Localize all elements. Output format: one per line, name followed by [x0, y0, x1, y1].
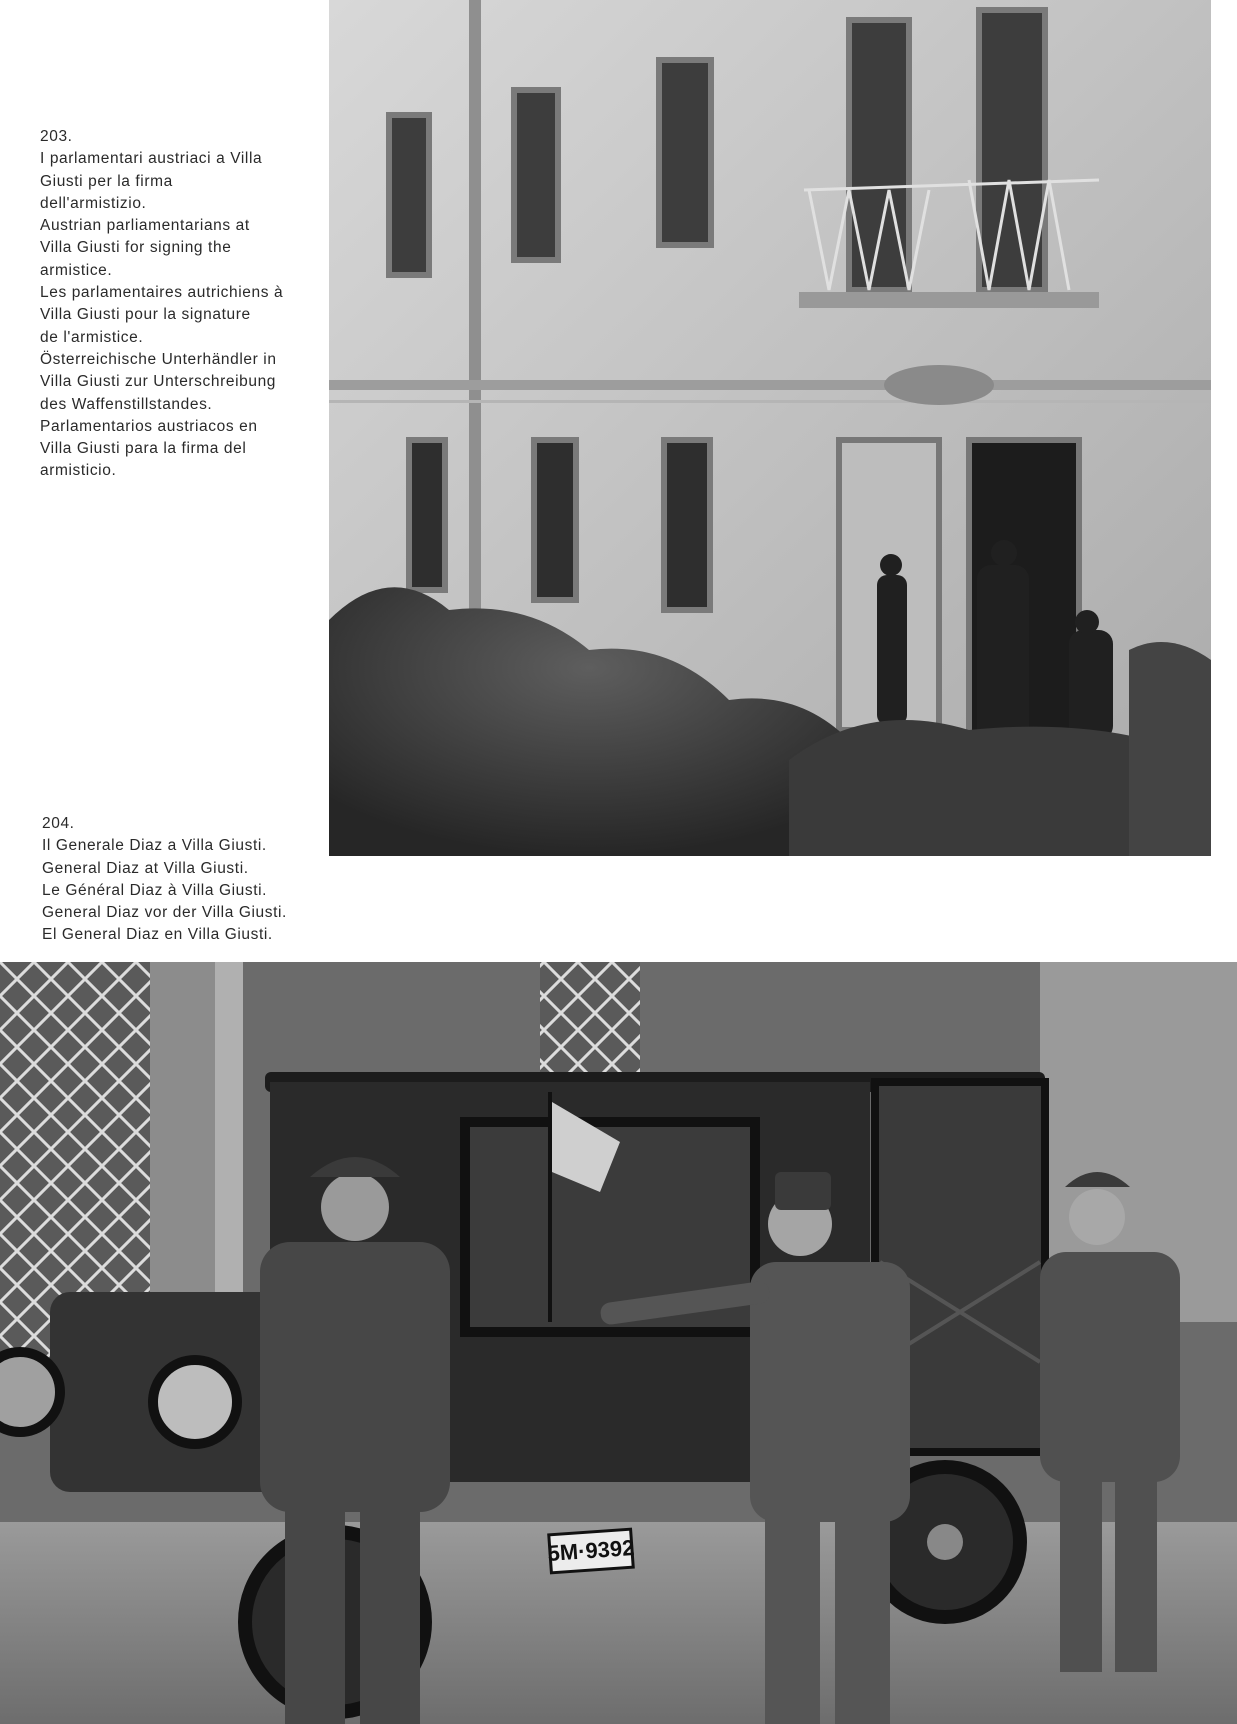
- caption-line: dell'armistizio.: [40, 194, 147, 212]
- caption-line: armisticio.: [40, 462, 117, 480]
- facade-illustration: [329, 0, 1211, 856]
- caption-line: Il Generale Diaz a Villa Giusti.: [42, 837, 267, 855]
- caption-line: Les parlamentaires autrichiens à: [40, 284, 284, 302]
- caption-line: des Waffenstillstandes.: [40, 395, 213, 413]
- caption-number: 204.: [42, 815, 75, 832]
- car-scene-illustration: [0, 962, 1237, 1724]
- caption-line: I parlamentari austriaci a Villa: [40, 150, 263, 168]
- caption-line: de l'armistice.: [40, 328, 144, 346]
- caption-204: [42, 813, 342, 947]
- caption-line: Villa Giusti for signing the: [40, 239, 232, 257]
- caption-line: armistice.: [40, 261, 113, 279]
- license-plate-text: 5M·9392: [546, 1535, 636, 1566]
- caption-line: Le Général Diaz à Villa Giusti.: [42, 881, 268, 899]
- caption-number: 203.: [40, 128, 73, 145]
- photo-general-diaz-car: [0, 962, 1237, 1724]
- caption-line: Austrian parliamentarians at: [40, 217, 250, 235]
- photo-villa-giusti-facade: [329, 0, 1211, 856]
- caption-line: El General Diaz en Villa Giusti.: [42, 926, 273, 944]
- caption-line: Villa Giusti para la firma del: [40, 440, 247, 458]
- caption-line: Villa Giusti pour la signature: [40, 306, 251, 324]
- caption-line: General Diaz vor der Villa Giusti.: [42, 904, 287, 922]
- caption-line: Villa Giusti zur Unterschreibung: [40, 373, 277, 391]
- caption-line: Österreichische Unterhändler in: [40, 350, 277, 368]
- caption-line: Parlamentarios austriacos en: [40, 417, 258, 435]
- caption-line: General Diaz at Villa Giusti.: [42, 859, 249, 877]
- caption-line: Giusti per la firma: [40, 172, 173, 190]
- caption-203: [40, 126, 312, 483]
